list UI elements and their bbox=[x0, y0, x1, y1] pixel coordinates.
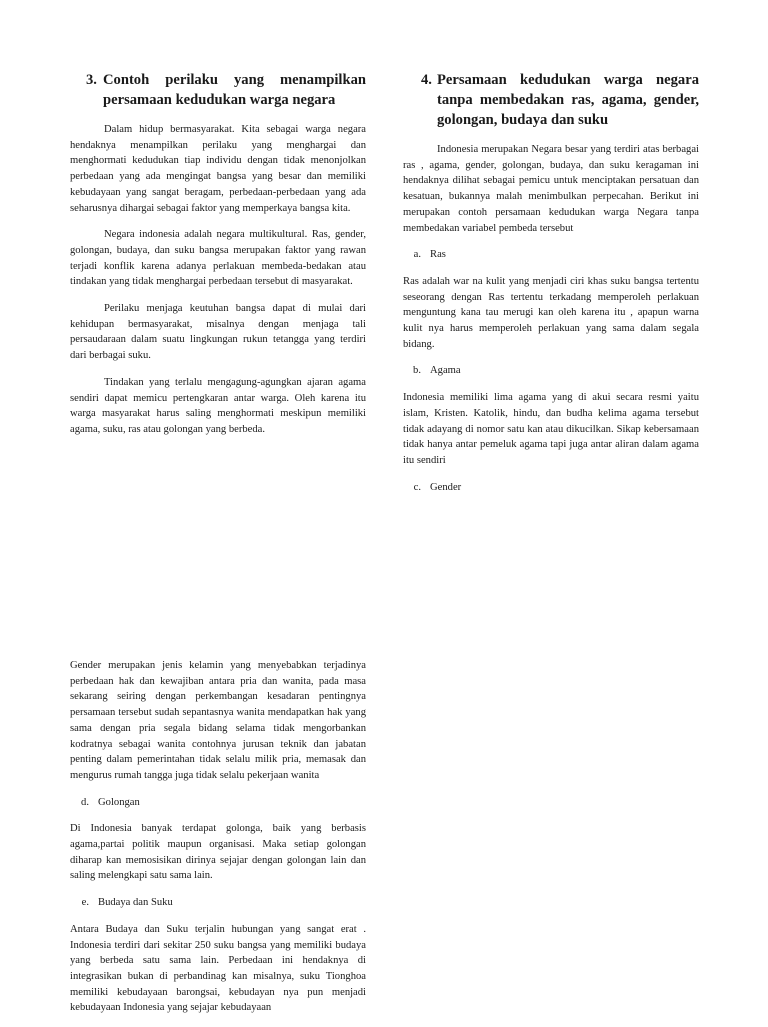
subsection-letter: a. bbox=[413, 249, 421, 261]
subsection-letter: b. bbox=[413, 365, 421, 377]
subsection-heading-ras bbox=[403, 247, 699, 263]
intro-paragraph: Indonesia merupakan Negara besar yang terdiri atas berbagai ras , agama, gender, golongan, budaya, dan suku keragaman ini hendaknya dilihat sebagai pemicu untuk menciptakan persatuan dan kesatuan, bukannya malah menimbulkan perpecahan. Berikut ini merupakan contoh persamaan kedudukan warga Negara tanpa membedakan variabel pembeda tersebut bbox=[403, 144, 699, 234]
left-bottom-column bbox=[70, 658, 366, 1027]
left-column bbox=[70, 70, 366, 449]
subsection-heading-agama bbox=[403, 363, 699, 379]
section-4-heading bbox=[403, 70, 699, 130]
paragraph: Negara indonesia adalah negara multikultural. Ras, gender, golongan, budaya, dan suku bangsa merupakan faktor yang rawan terjadi konflik karena adanya perlakuan membeda-bedakan atau tindakan yang tidak menghargai perbedaan tersebut di masyarakat. bbox=[70, 229, 366, 288]
subsection-text: Indonesia memiliki lima agama yang di akui secara resmi yaitu islam, Kristen. Katolik, hindu, dan budha kelima agama tersebut tidak adayang di nomor satu kan atau dikucilkan. Sikap kebersamaan tidak hanya antar pemeluk agama tapi juga antar aliran dalam agama itu sendiri bbox=[403, 392, 699, 466]
subsection-letter: d. bbox=[81, 796, 89, 808]
subsection-letter: c. bbox=[413, 481, 421, 493]
heading-number: 3. bbox=[86, 72, 97, 88]
heading-text: Persamaan kedudukan warga negara tanpa membedakan ras, agama, gender, golongan, budaya dan suku bbox=[437, 72, 699, 128]
subsection-text: Antara Budaya dan Suku terjalin hubungan yang sangat erat . Indonesia terdiri dari sekitar 250 suku bangsa yang memiliki budaya yang berbeda satu sama lain. Perbedaan ini hendaknya di integrasikan bukan di perbandinag kan misalnya, suku Tionghoa memiliki kebudayaan barongsai, kebudayan nya pun menjadi kebudayaan Indonesia yang sejajar kebudayaan bbox=[70, 923, 366, 1014]
subsection-title: Gender bbox=[430, 481, 462, 493]
section-3-heading bbox=[70, 70, 366, 110]
subsection-title: Ras bbox=[430, 249, 446, 261]
subsection-title: Golongan bbox=[98, 796, 140, 808]
paragraph: Perilaku menjaga keutuhan bangsa dapat di mulai dari kehidupan bermasyarakat, misalnya dengan menjaga tali persaudaraan dalam suatu lingkungan rukun tetangga yang terdiri dari berbagai suku. bbox=[70, 303, 366, 362]
subsection-heading-budaya-suku bbox=[70, 895, 366, 911]
subsection-heading-golongan bbox=[70, 795, 366, 811]
subsection-heading-gender bbox=[403, 480, 699, 496]
heading-text: Contoh perilaku yang menampilkan persamaan kedudukan warga negara bbox=[103, 72, 366, 108]
subsection-text: Di Indonesia banyak terdapat golonga, baik yang berbasis agama,partai politik maupun organisasi. Maka setiap golongan diharap kan memosisikan dirinya sejajar dengan golongan lain dan saling melengkapi satu sama lain. bbox=[70, 823, 366, 882]
subsection-title: Budaya dan Suku bbox=[98, 897, 173, 909]
paragraph: Dalam hidup bermasyarakat. Kita sebagai warga negara hendaknya menampilkan perilaku yang menghargai dan menghormati kedudukan tiap individu dengan tidak menonjolkan perbedaan yang ada mengingat bangsa yang besar dan memiliki kebudayaan yang sangat beragam, perbedaan-perbedaan yang ada seharusnya dihargai sebagai faktor yang memperkaya bangsa kita. bbox=[70, 124, 366, 214]
heading-number: 4. bbox=[421, 72, 432, 88]
subsection-letter: e. bbox=[81, 897, 89, 909]
subsection-text: Ras adalah war na kulit yang menjadi ciri khas suku bangsa tertentu seseorang dengan Ras tertentu terkadang memperoleh perlakuan menguntung kana tau merugi kan oleh karena itu , apapun warna kulit nya harus memperoleh perlakuan yang sama dalam segala bidang. bbox=[403, 275, 699, 350]
right-column bbox=[403, 70, 699, 506]
subsection-title: Agama bbox=[430, 365, 461, 377]
paragraph: Tindakan yang terlalu mengagung-agungkan ajaran agama sendiri dapat memicu pertengkaran antar warga. Oleh karena itu warga masyarakat harus saling menghormati meskipun memiliki agama, suku, ras atau golongan yang berbeda. bbox=[70, 376, 366, 435]
gender-text: Gender merupakan jenis kelamin yang menyebabkan terjadinya perbedaan hak dan kewajiban antara pria dan wanita, pada masa sekarang seiring dengan perkembangan kesadaran pentingnya persamaan tersebut sudah sepantasnya wanita mendapatkan hak yang sama dengan pria segala bidang selama tidak mengorbankan kodratnya sebagai wanita contohnya jurusan teknik dan jabatan penting dalam pemerintahan tidak selalu milik pria, memasak dan mengurus rumah tangga juga tidak selalu pekerjaan wanita bbox=[70, 660, 366, 781]
